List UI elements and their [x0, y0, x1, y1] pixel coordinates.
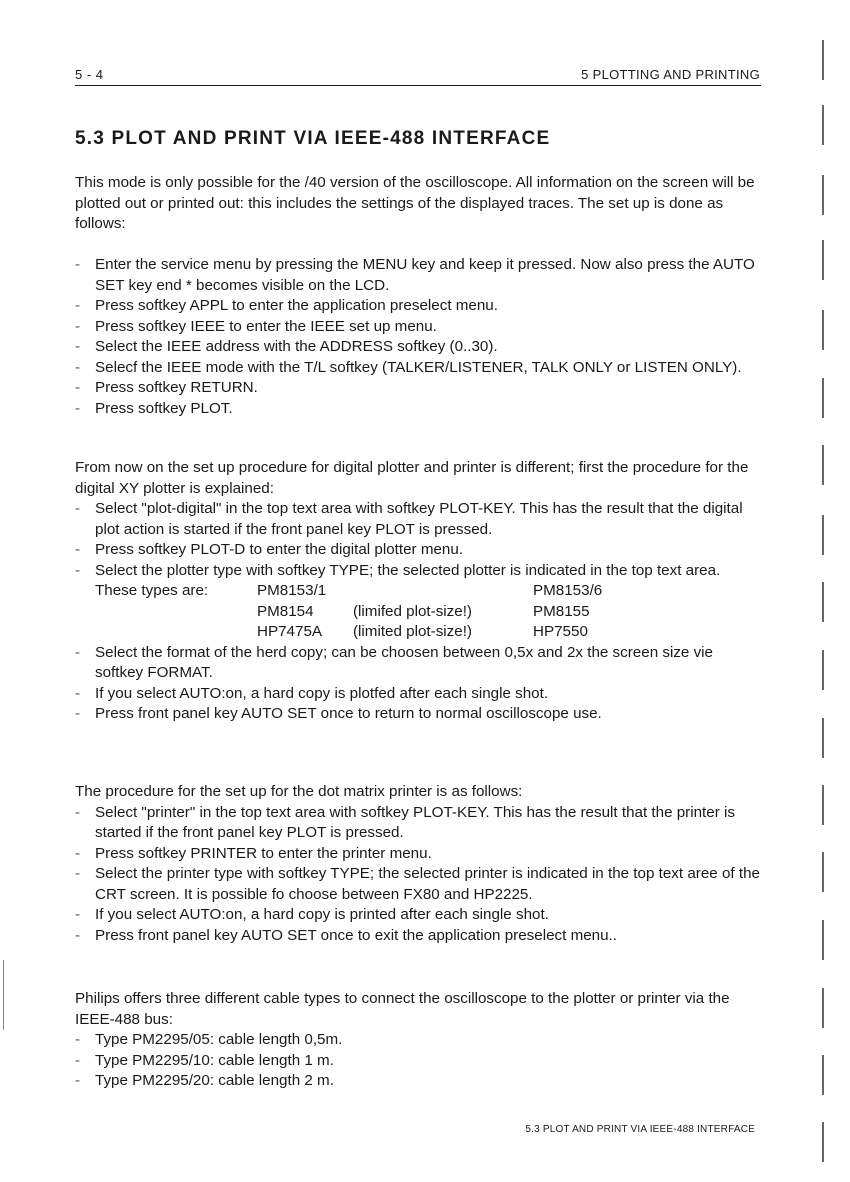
header-rule	[75, 85, 761, 86]
list-item: - Select the plotter type with softkey TYPE; the selected plotter is indicated in the top text area.	[75, 561, 765, 582]
scan-edge-mark	[822, 718, 824, 758]
plotter-steps-list	[75, 499, 765, 581]
cable-intro: Philips offers three different cable types to connect the oscilloscope to the plotter or printer via the IEEE-488 bus:	[75, 990, 730, 1028]
list-item: - Press softkey PLOT.	[75, 399, 765, 420]
plotter-types-table	[95, 581, 602, 643]
scan-edge-mark	[822, 240, 824, 280]
list-item: - Press softkey APPL to enter the application preselect menu.	[75, 296, 765, 317]
scan-edge-mark	[822, 988, 824, 1028]
list-item: - If you select AUTO:on, a hard copy is plotfed after each single shot.	[75, 684, 765, 705]
printer-block	[75, 782, 765, 946]
table-row	[95, 622, 602, 643]
cable-list	[75, 1030, 765, 1092]
table-cell: PM8153/1	[257, 582, 327, 599]
page-footer: 5.3 PLOT AND PRINT VIA IEEE-488 INTERFACE	[525, 1124, 755, 1135]
list-item: - Type PM2295/20: cable length 2 m.	[75, 1071, 765, 1092]
table-cell: HP7550	[533, 623, 588, 640]
plotter-intro: From now on the set up procedure for digital plotter and printer is different; first the procedure for the digital XY plotter is explained:	[75, 459, 749, 497]
scan-edge-mark	[822, 1055, 824, 1095]
list-item: - Select "printer" in the top text area with softkey PLOT-KEY. This has the result that the printer is started if the front panel key PLOT is pressed.	[75, 803, 765, 844]
table-row	[95, 581, 602, 602]
plotter-steps-after-list	[75, 643, 765, 725]
scan-edge-mark	[822, 582, 824, 622]
list-item: - Type PM2295/10: cable length 1 m.	[75, 1051, 765, 1072]
table-cell: (limited plot-size!)	[353, 623, 472, 640]
list-item: - Press softkey PRINTER to enter the printer menu.	[75, 844, 765, 865]
scan-edge-mark	[3, 960, 4, 1030]
page-number: 5 - 4	[75, 67, 104, 82]
list-item: - Type PM2295/05: cable length 0,5m.	[75, 1030, 765, 1051]
list-item: - Select the printer type with softkey TYPE; the selected printer is indicated in the top text aree of the CRT screen. It is possible fo choose between FX80 and HP2225.	[75, 864, 765, 905]
table-cell: (limifed plot-size!)	[353, 602, 472, 620]
list-item: - Press front panel key AUTO SET once to exit the application preselect menu..	[75, 926, 765, 947]
table-row	[95, 602, 602, 623]
table-cell: PM8155	[533, 602, 590, 620]
list-item: - Press softkey RETURN.	[75, 378, 765, 399]
table-cell: PM8154	[257, 602, 314, 620]
printer-intro: The procedure for the set up for the dot matrix printer is as follows:	[75, 783, 523, 800]
types-label: These types are:	[95, 582, 209, 599]
section-title: 5.3 PLOT AND PRINT VIA IEEE-488 INTERFACE	[75, 128, 551, 149]
list-item: - Press softkey PLOT-D to enter the digital plotter menu.	[75, 540, 765, 561]
setup-steps-block	[75, 255, 765, 419]
list-item: - Select "plot-digital" in the top text area with softkey PLOT-KEY. This has the result that the digital plot action is started if the front panel key PLOT is pressed.	[75, 499, 765, 540]
cable-block	[75, 989, 765, 1092]
scan-edge-mark	[822, 40, 824, 80]
table-cell: HP7475A	[257, 623, 323, 640]
scan-edge-mark	[822, 445, 824, 485]
chapter-header: 5 PLOTTING AND PRINTING	[581, 67, 760, 82]
setup-steps-list	[75, 255, 765, 419]
intro-paragraph	[75, 173, 765, 235]
printer-steps-list	[75, 803, 765, 947]
list-item: - Select the format of the herd copy; can be choosen between 0,5x and 2x the screen size vie softkey FORMAT.	[75, 643, 765, 684]
scan-edge-mark	[822, 378, 824, 418]
list-item: - Selecf the IEEE mode with the T/L softkey (TALKER/LISTENER, TALK ONLY or LISTEN ONLY).	[75, 358, 765, 379]
table-cell: PM8153/6	[533, 582, 603, 599]
scan-edge-mark	[822, 785, 824, 825]
intro-text: This mode is only possible for the /40 version of the oscilloscope. All information on the screen will be plotted out or printed out: this includes the settings of the displayed traces. The set up is done as follows:	[75, 174, 755, 232]
list-item: - Select the IEEE address with the ADDRESS softkey (0..30).	[75, 337, 765, 358]
plotter-block	[75, 458, 765, 725]
list-item: - Enter the service menu by pressing the MENU key and keep it pressed. Now also press the AUTO SET key end * becomes visible on the LCD.	[75, 255, 765, 296]
scan-edge-mark	[822, 310, 824, 350]
scan-edge-mark	[822, 515, 824, 555]
scan-edge-mark	[822, 920, 824, 960]
scan-edge-mark	[822, 852, 824, 892]
list-item: - Press front panel key AUTO SET once to return to normal oscilloscope use.	[75, 704, 765, 725]
scan-edge-mark	[822, 105, 824, 145]
list-item: - If you select AUTO:on, a hard copy is printed after each single shot.	[75, 905, 765, 926]
scan-edge-mark	[822, 650, 824, 690]
table-cell	[353, 581, 533, 602]
list-item: - Press softkey IEEE to enter the IEEE set up menu.	[75, 317, 765, 338]
scan-edge-mark	[822, 175, 824, 215]
scan-edge-mark	[822, 1122, 824, 1162]
